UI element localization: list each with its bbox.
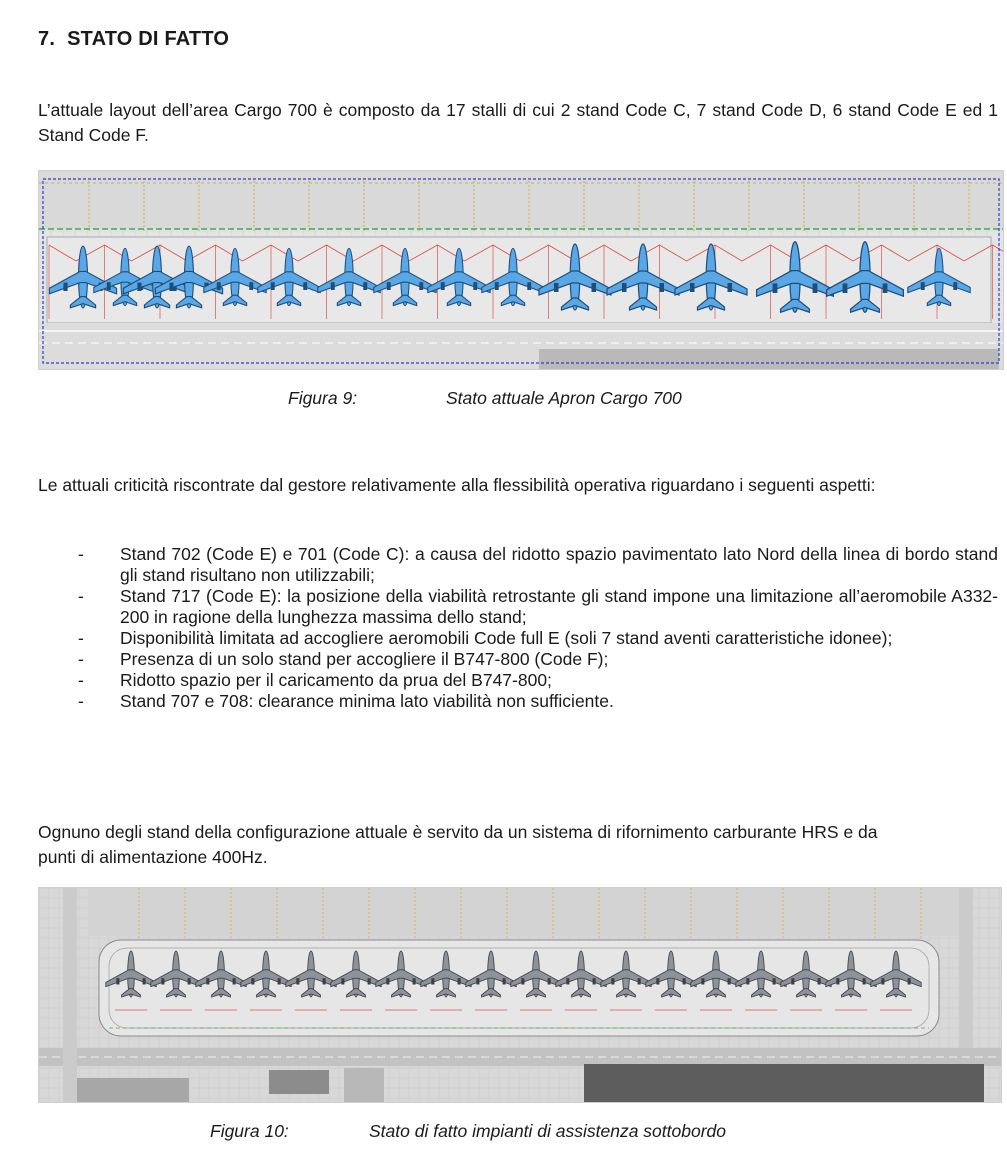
intro-paragraph: L’attuale layout dell’area Cargo 700 è composto da 17 stalli di cui 2 stand Code C, 7 stand Code D, 6 stand Code E ed 1 Stand Code F.: [38, 100, 998, 145]
access-road: [959, 888, 973, 1048]
aircraft-engine: [441, 282, 445, 290]
aircraft-engine: [386, 978, 389, 984]
aircraft-engine: [921, 282, 925, 290]
aircraft-engine: [341, 978, 344, 984]
building-block: [584, 1064, 984, 1102]
aircraft-engine: [331, 282, 335, 290]
aircraft-engine: [746, 978, 749, 984]
aircraft-engine: [638, 978, 641, 984]
aircraft-engine: [63, 283, 67, 291]
section-title: STATO DI FATTO: [67, 28, 230, 50]
building-block: [69, 1078, 189, 1102]
aircraft-engine: [143, 978, 146, 984]
aircraft-engine: [554, 283, 559, 292]
access-road: [63, 888, 77, 1102]
aircraft-engine: [683, 978, 686, 984]
aircraft-engine: [791, 978, 794, 984]
aircraft-engine: [503, 978, 506, 984]
aircraft-engine: [690, 283, 695, 292]
aircraft-engine: [137, 283, 141, 291]
aircraft-engine: [660, 283, 665, 292]
aircraft-engine: [116, 978, 119, 984]
figure-9-caption-text: Stato attuale Apron Cargo 700: [446, 388, 682, 408]
aircraft-engine: [419, 282, 423, 290]
issues-list: [78, 544, 998, 712]
aircraft-engine: [548, 978, 551, 984]
issue-text: Ridotto spazio per il caricamento da prua del B747-800;: [120, 670, 552, 690]
list-item: [78, 649, 998, 670]
aircraft-engine: [495, 282, 499, 290]
hrs-paragraph: Ognuno degli stand della configurazione attuale è servito da un sistema di rifornimento carburante HRS e da punti di alimentazione 400Hz.: [38, 822, 878, 867]
aircraft-engine: [431, 978, 434, 984]
aircraft-engine: [881, 978, 884, 984]
aircraft-engine: [303, 282, 307, 290]
list-item: [78, 670, 998, 691]
figure-10-caption: [210, 1121, 726, 1142]
aircraft-engine: [473, 282, 477, 290]
building-block: [344, 1068, 384, 1102]
apron-area: [99, 940, 939, 1036]
figure-9-svg: [39, 171, 1003, 369]
building-block: [539, 349, 999, 369]
aircraft-engine: [566, 978, 569, 984]
aircraft-engine: [363, 282, 367, 290]
aircraft-engine: [818, 978, 821, 984]
aircraft-engine: [773, 978, 776, 984]
aircraft-engine: [458, 978, 461, 984]
criticita-paragraph: Le attuali criticità riscontrate dal gestore relativamente alla flessibilità operativa riguardano i seguenti aspetti:: [38, 475, 876, 495]
issue-text: Presenza di un solo stand per accogliere il B747-800 (Code F);: [120, 649, 609, 669]
bullet-dash: -: [78, 649, 84, 669]
aircraft-engine: [883, 283, 888, 293]
aircraft-engine: [278, 978, 281, 984]
bullet-dash: -: [78, 670, 84, 690]
aircraft-engine: [728, 978, 731, 984]
figure-10-caption-text: Stato di fatto impianti di assistenza sottobordo: [369, 1121, 727, 1141]
figure-10-svg: [39, 888, 1001, 1102]
taxiway-area: [89, 888, 969, 936]
figure-9-label: Figura 9:: [288, 388, 358, 408]
aircraft-engine: [622, 283, 627, 292]
aircraft-engine: [387, 282, 391, 290]
aircraft-engine: [188, 978, 191, 984]
aircraft-engine: [217, 282, 221, 290]
aircraft-engine: [593, 978, 596, 984]
aircraft-engine: [953, 282, 957, 290]
aircraft-engine: [527, 282, 531, 290]
bullet-dash: -: [78, 691, 84, 711]
aircraft-engine: [296, 978, 299, 984]
figure-9-apron-drawing: [38, 170, 1004, 370]
issue-text: Stand 702 (Code E) e 701 (Code C): a causa del ridotto spazio pavimentato lato Nord della linea di bordo stand gli stand risultano non utilizzabili;: [120, 544, 998, 585]
aircraft-engine: [233, 978, 236, 984]
figure-10-apron-drawing: [38, 887, 1002, 1103]
section-heading: [38, 28, 229, 51]
aircraft-engine: [836, 978, 839, 984]
aircraft-engine: [656, 978, 659, 984]
list-item: [78, 628, 998, 649]
issue-text: Disponibilità limitata ad accogliere aeromobili Code full E (soli 7 stand aventi caratteristiche idonee);: [120, 628, 893, 648]
bullet-dash: -: [78, 544, 84, 564]
aircraft-engine: [728, 283, 733, 292]
figure-10-label: Figura 10:: [210, 1121, 289, 1141]
aircraft-engine: [107, 282, 111, 290]
section-number: 7.: [38, 28, 56, 50]
aircraft-engine: [813, 283, 818, 293]
aircraft-engine: [843, 283, 848, 293]
aircraft-engine: [476, 978, 479, 984]
aircraft-engine: [271, 282, 275, 290]
aircraft-engine: [251, 978, 254, 984]
aircraft-engine: [413, 978, 416, 984]
list-item: [78, 586, 998, 628]
aircraft-engine: [701, 978, 704, 984]
list-item: [78, 544, 998, 586]
figure-9-caption: [288, 388, 682, 409]
aircraft-engine: [323, 978, 326, 984]
issue-text: Stand 717 (Code E): la posizione della viabilità retrostante gli stand impone una limitazione all’aeromobile A332-200 in ragione della lunghezza massima dello stand;: [120, 586, 998, 627]
list-item: [78, 691, 998, 712]
aircraft-engine: [161, 978, 164, 984]
aircraft-engine: [908, 978, 911, 984]
building-block: [269, 1070, 329, 1094]
aircraft-engine: [611, 978, 614, 984]
taxiway-area: [39, 171, 1003, 229]
aircraft-engine: [863, 978, 866, 984]
aircraft-engine: [521, 978, 524, 984]
bullet-dash: -: [78, 628, 84, 648]
aircraft-engine: [169, 283, 173, 291]
bullet-dash: -: [78, 586, 84, 606]
aircraft-engine: [368, 978, 371, 984]
aircraft-engine: [592, 283, 597, 292]
aircraft-engine: [773, 283, 778, 293]
aircraft-engine: [249, 282, 253, 290]
issue-text: Stand 707 e 708: clearance minima lato viabilità non sufficiente.: [120, 691, 614, 711]
aircraft-engine: [206, 978, 209, 984]
